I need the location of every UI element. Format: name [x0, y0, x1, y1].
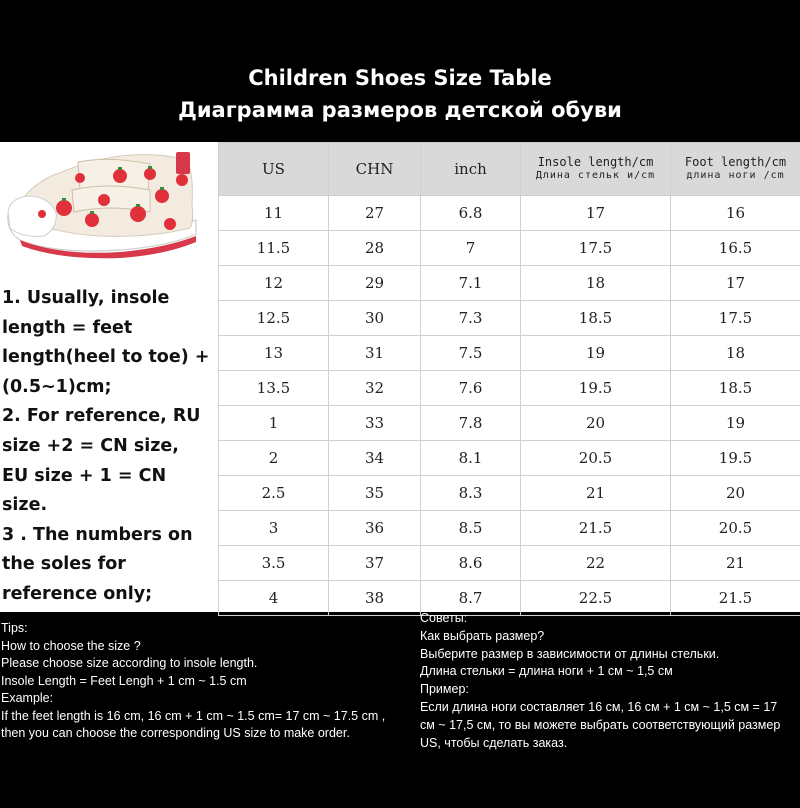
table-row — [219, 511, 800, 546]
table-row — [219, 441, 800, 476]
chn-cell: 28 — [329, 231, 421, 266]
header-foot-main: Foot length/cm — [685, 155, 786, 169]
us-cell: 12.5 — [219, 301, 329, 336]
table-row — [219, 266, 800, 301]
inch-cell: 7.6 — [421, 371, 521, 406]
foot-cell: 17 — [671, 266, 800, 301]
title-russian: Диаграмма размеров детской обуви — [0, 98, 800, 122]
chn-cell: 34 — [329, 441, 421, 476]
chn-cell: 27 — [329, 196, 421, 231]
table-row — [219, 476, 800, 511]
us-cell: 2 — [219, 441, 329, 476]
insole-cell: 20.5 — [521, 441, 671, 476]
note-line: EU size + 1 = CN — [2, 462, 218, 492]
tip-line: then you can choose the corresponding US size to make order. — [1, 725, 413, 743]
insole-cell: 20 — [521, 406, 671, 441]
header-foot-sub: длина ноги /cm — [671, 169, 800, 182]
foot-cell: 16.5 — [671, 231, 800, 266]
tip-line: Please choose size according to insole length. — [1, 655, 413, 673]
tip-line: US, чтобы сделать заказ. — [420, 735, 800, 753]
us-cell: 2.5 — [219, 476, 329, 511]
chn-cell: 31 — [329, 336, 421, 371]
us-cell: 13.5 — [219, 371, 329, 406]
tip-line: Выберите размер в зависимости от длины стельки. — [420, 646, 800, 664]
size-table-container — [218, 142, 800, 612]
note-line: 2. For reference, RU — [2, 402, 218, 432]
tip-line: How to choose the size ? — [1, 638, 413, 656]
note-line: length(heel to toe) + — [2, 343, 218, 373]
us-cell: 11.5 — [219, 231, 329, 266]
tip-line: см ~ 17,5 см, то вы можете выбрать соответствующий размер — [420, 717, 800, 735]
tip-line: Insole Length = Feet Lengh + 1 cm ~ 1.5 cm — [1, 673, 413, 691]
chn-cell: 37 — [329, 546, 421, 581]
title-english: Children Shoes Size Table — [0, 66, 800, 90]
tip-line: Example: — [1, 690, 413, 708]
header — [0, 0, 800, 142]
inch-cell: 7.3 — [421, 301, 521, 336]
inch-cell: 7 — [421, 231, 521, 266]
inch-cell: 8.1 — [421, 441, 521, 476]
inch-cell: 8.5 — [421, 511, 521, 546]
tips-english — [1, 620, 413, 808]
table-row — [219, 336, 800, 371]
note-line: length = feet — [2, 314, 218, 344]
foot-cell: 21 — [671, 546, 800, 581]
inch-cell: 7.8 — [421, 406, 521, 441]
foot-cell: 21.5 — [671, 581, 800, 616]
chn-cell: 33 — [329, 406, 421, 441]
us-cell: 12 — [219, 266, 329, 301]
insole-cell: 19 — [521, 336, 671, 371]
tip-line: Пример: — [420, 681, 800, 699]
us-cell: 3.5 — [219, 546, 329, 581]
chn-cell: 38 — [329, 581, 421, 616]
note-line: 3 . The numbers on — [2, 521, 218, 551]
size-table — [218, 142, 800, 616]
header-insole-main: Insole length/cm — [538, 155, 654, 169]
foot-cell: 20 — [671, 476, 800, 511]
note-line: size. — [2, 491, 218, 521]
foot-cell: 18 — [671, 336, 800, 371]
note-line: the soles for — [2, 550, 218, 580]
us-cell: 1 — [219, 406, 329, 441]
table-row — [219, 196, 800, 231]
us-cell: 3 — [219, 511, 329, 546]
left-panel — [0, 142, 218, 612]
us-cell: 13 — [219, 336, 329, 371]
table-row — [219, 546, 800, 581]
tip-line: Советы: — [420, 610, 800, 628]
foot-cell: 20.5 — [671, 511, 800, 546]
inch-cell: 7.5 — [421, 336, 521, 371]
chn-cell: 36 — [329, 511, 421, 546]
insole-cell: 22 — [521, 546, 671, 581]
header-insole-sub: Длина стельк и/cm — [521, 169, 670, 182]
header-insole-length — [521, 143, 671, 196]
foot-cell: 19.5 — [671, 441, 800, 476]
table-row — [219, 301, 800, 336]
insole-cell: 17.5 — [521, 231, 671, 266]
foot-cell: 19 — [671, 406, 800, 441]
note-line: 1. Usually, insole — [2, 284, 218, 314]
tip-line: Tips: — [1, 620, 413, 638]
note-line: reference only; — [2, 580, 218, 610]
tips-russian — [420, 610, 800, 798]
insole-cell: 21 — [521, 476, 671, 511]
inch-cell: 7.1 — [421, 266, 521, 301]
inch-cell: 8.6 — [421, 546, 521, 581]
tip-line: Если длина ноги составляет 16 см, 16 см + 1 см ~ 1,5 см = 17 — [420, 699, 800, 717]
table-row — [219, 371, 800, 406]
note-line: size +2 = CN size, — [2, 432, 218, 462]
inch-cell: 6.8 — [421, 196, 521, 231]
header-inch: inch — [421, 143, 521, 196]
foot-cell: 16 — [671, 196, 800, 231]
insole-cell: 17 — [521, 196, 671, 231]
inch-cell: 8.7 — [421, 581, 521, 616]
table-row — [219, 406, 800, 441]
insole-cell: 18 — [521, 266, 671, 301]
foot-cell: 17.5 — [671, 301, 800, 336]
chn-cell: 35 — [329, 476, 421, 511]
size-notes — [2, 284, 218, 610]
chn-cell: 30 — [329, 301, 421, 336]
strawberry-shoe-image — [0, 142, 218, 267]
inch-cell: 8.3 — [421, 476, 521, 511]
us-cell: 4 — [219, 581, 329, 616]
tip-line: Длина стельки = длина ноги + 1 см ~ 1,5 см — [420, 663, 800, 681]
chn-cell: 29 — [329, 266, 421, 301]
tip-line: Как выбрать размер? — [420, 628, 800, 646]
insole-cell: 19.5 — [521, 371, 671, 406]
tip-line: If the feet length is 16 cm, 16 cm + 1 cm ~ 1.5 cm= 17 cm ~ 17.5 cm , — [1, 708, 413, 726]
insole-cell: 21.5 — [521, 511, 671, 546]
note-line: (0.5~1)cm; — [2, 373, 218, 403]
header-us: US — [219, 143, 329, 196]
chn-cell: 32 — [329, 371, 421, 406]
table-row — [219, 231, 800, 266]
foot-cell: 18.5 — [671, 371, 800, 406]
header-foot-length — [671, 143, 800, 196]
us-cell: 11 — [219, 196, 329, 231]
insole-cell: 22.5 — [521, 581, 671, 616]
header-chn: CHN — [329, 143, 421, 196]
insole-cell: 18.5 — [521, 301, 671, 336]
